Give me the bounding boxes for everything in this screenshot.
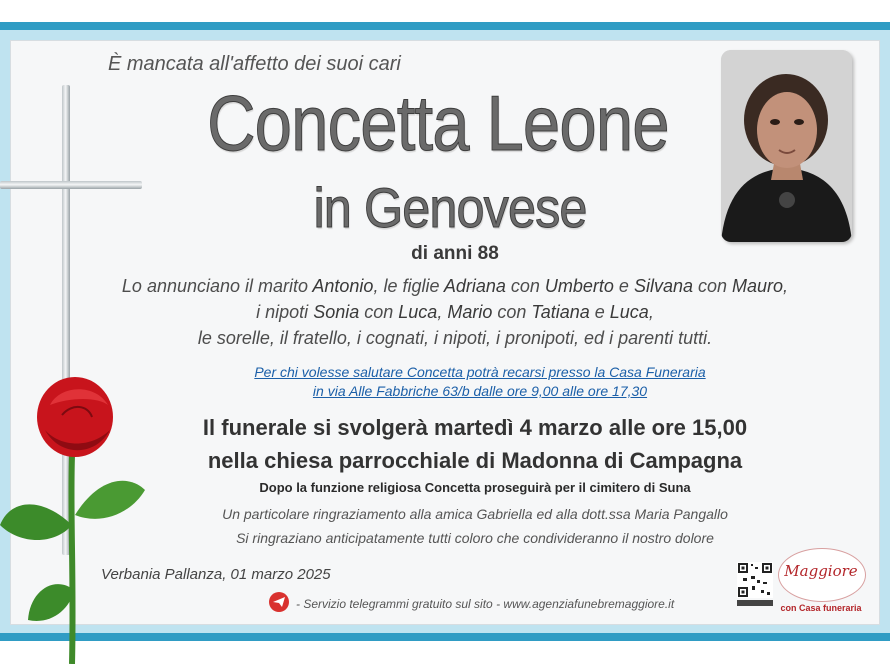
qr-caption-bar xyxy=(737,600,773,606)
qr-code[interactable] xyxy=(737,562,773,598)
top-border-band-light xyxy=(0,30,890,40)
right-border xyxy=(880,40,890,625)
top-border-band xyxy=(0,22,890,30)
after-service-text: Dopo la funzione religiosa Concetta proseguirà per il cimitero di Suna xyxy=(259,480,691,495)
thanks-line-2: Si ringraziano anticipatamente tutti coloro che condivideranno il nostro dolore xyxy=(236,530,714,546)
announce-line-1: Lo annunciano il marito Antonio, le figlie Adriana con Umberto e Silvana con Mauro, xyxy=(121,276,789,296)
announce-line-2: i nipoti Sonia con Luca, Mario con Tatiana e Luca, xyxy=(256,302,654,322)
intro-text: È mancata all'affetto dei suoi cari xyxy=(108,53,401,75)
visit-line-2[interactable]: in via Alle Fabbriche 63/b dalle ore 9,00 alle ore 17,30 xyxy=(312,383,648,399)
funeral-line-1: Il funerale si svolgerà martedì 4 marzo alle ore 15,00 xyxy=(202,415,748,440)
deceased-photo xyxy=(721,50,852,242)
logo-tagline: con Casa funeraria xyxy=(780,603,862,613)
deceased-name: Concetta Leone xyxy=(207,79,669,167)
announce-line-3: le sorelle, il fratello, i cognati, i nipoti, i pronipoti, ed i parenti tutti. xyxy=(197,328,713,348)
telegram-icon[interactable] xyxy=(269,592,289,612)
place-date: Verbania Pallanza, 01 marzo 2025 xyxy=(101,566,331,583)
age-text: di anni 88 xyxy=(411,243,499,264)
visit-line-1[interactable]: Per chi volesse salutare Concetta potrà recarsi presso la Casa Funeraria xyxy=(254,364,706,380)
rose-icon xyxy=(0,375,150,664)
married-name: in Genovese xyxy=(313,176,587,239)
cross-arm xyxy=(0,181,142,189)
funeral-line-2: nella chiesa parrocchiale di Madonna di Campagna xyxy=(207,448,743,473)
telegram-service-link[interactable]: - Servizio telegrammi gratuito sul sito - www.agenziafunebremaggiore.it xyxy=(296,597,675,611)
logo-text: Maggiore xyxy=(784,562,858,580)
thanks-line-1: Un particolare ringraziamento alla amica Gabriella ed alla dott.ssa Maria Pangallo xyxy=(222,506,728,522)
